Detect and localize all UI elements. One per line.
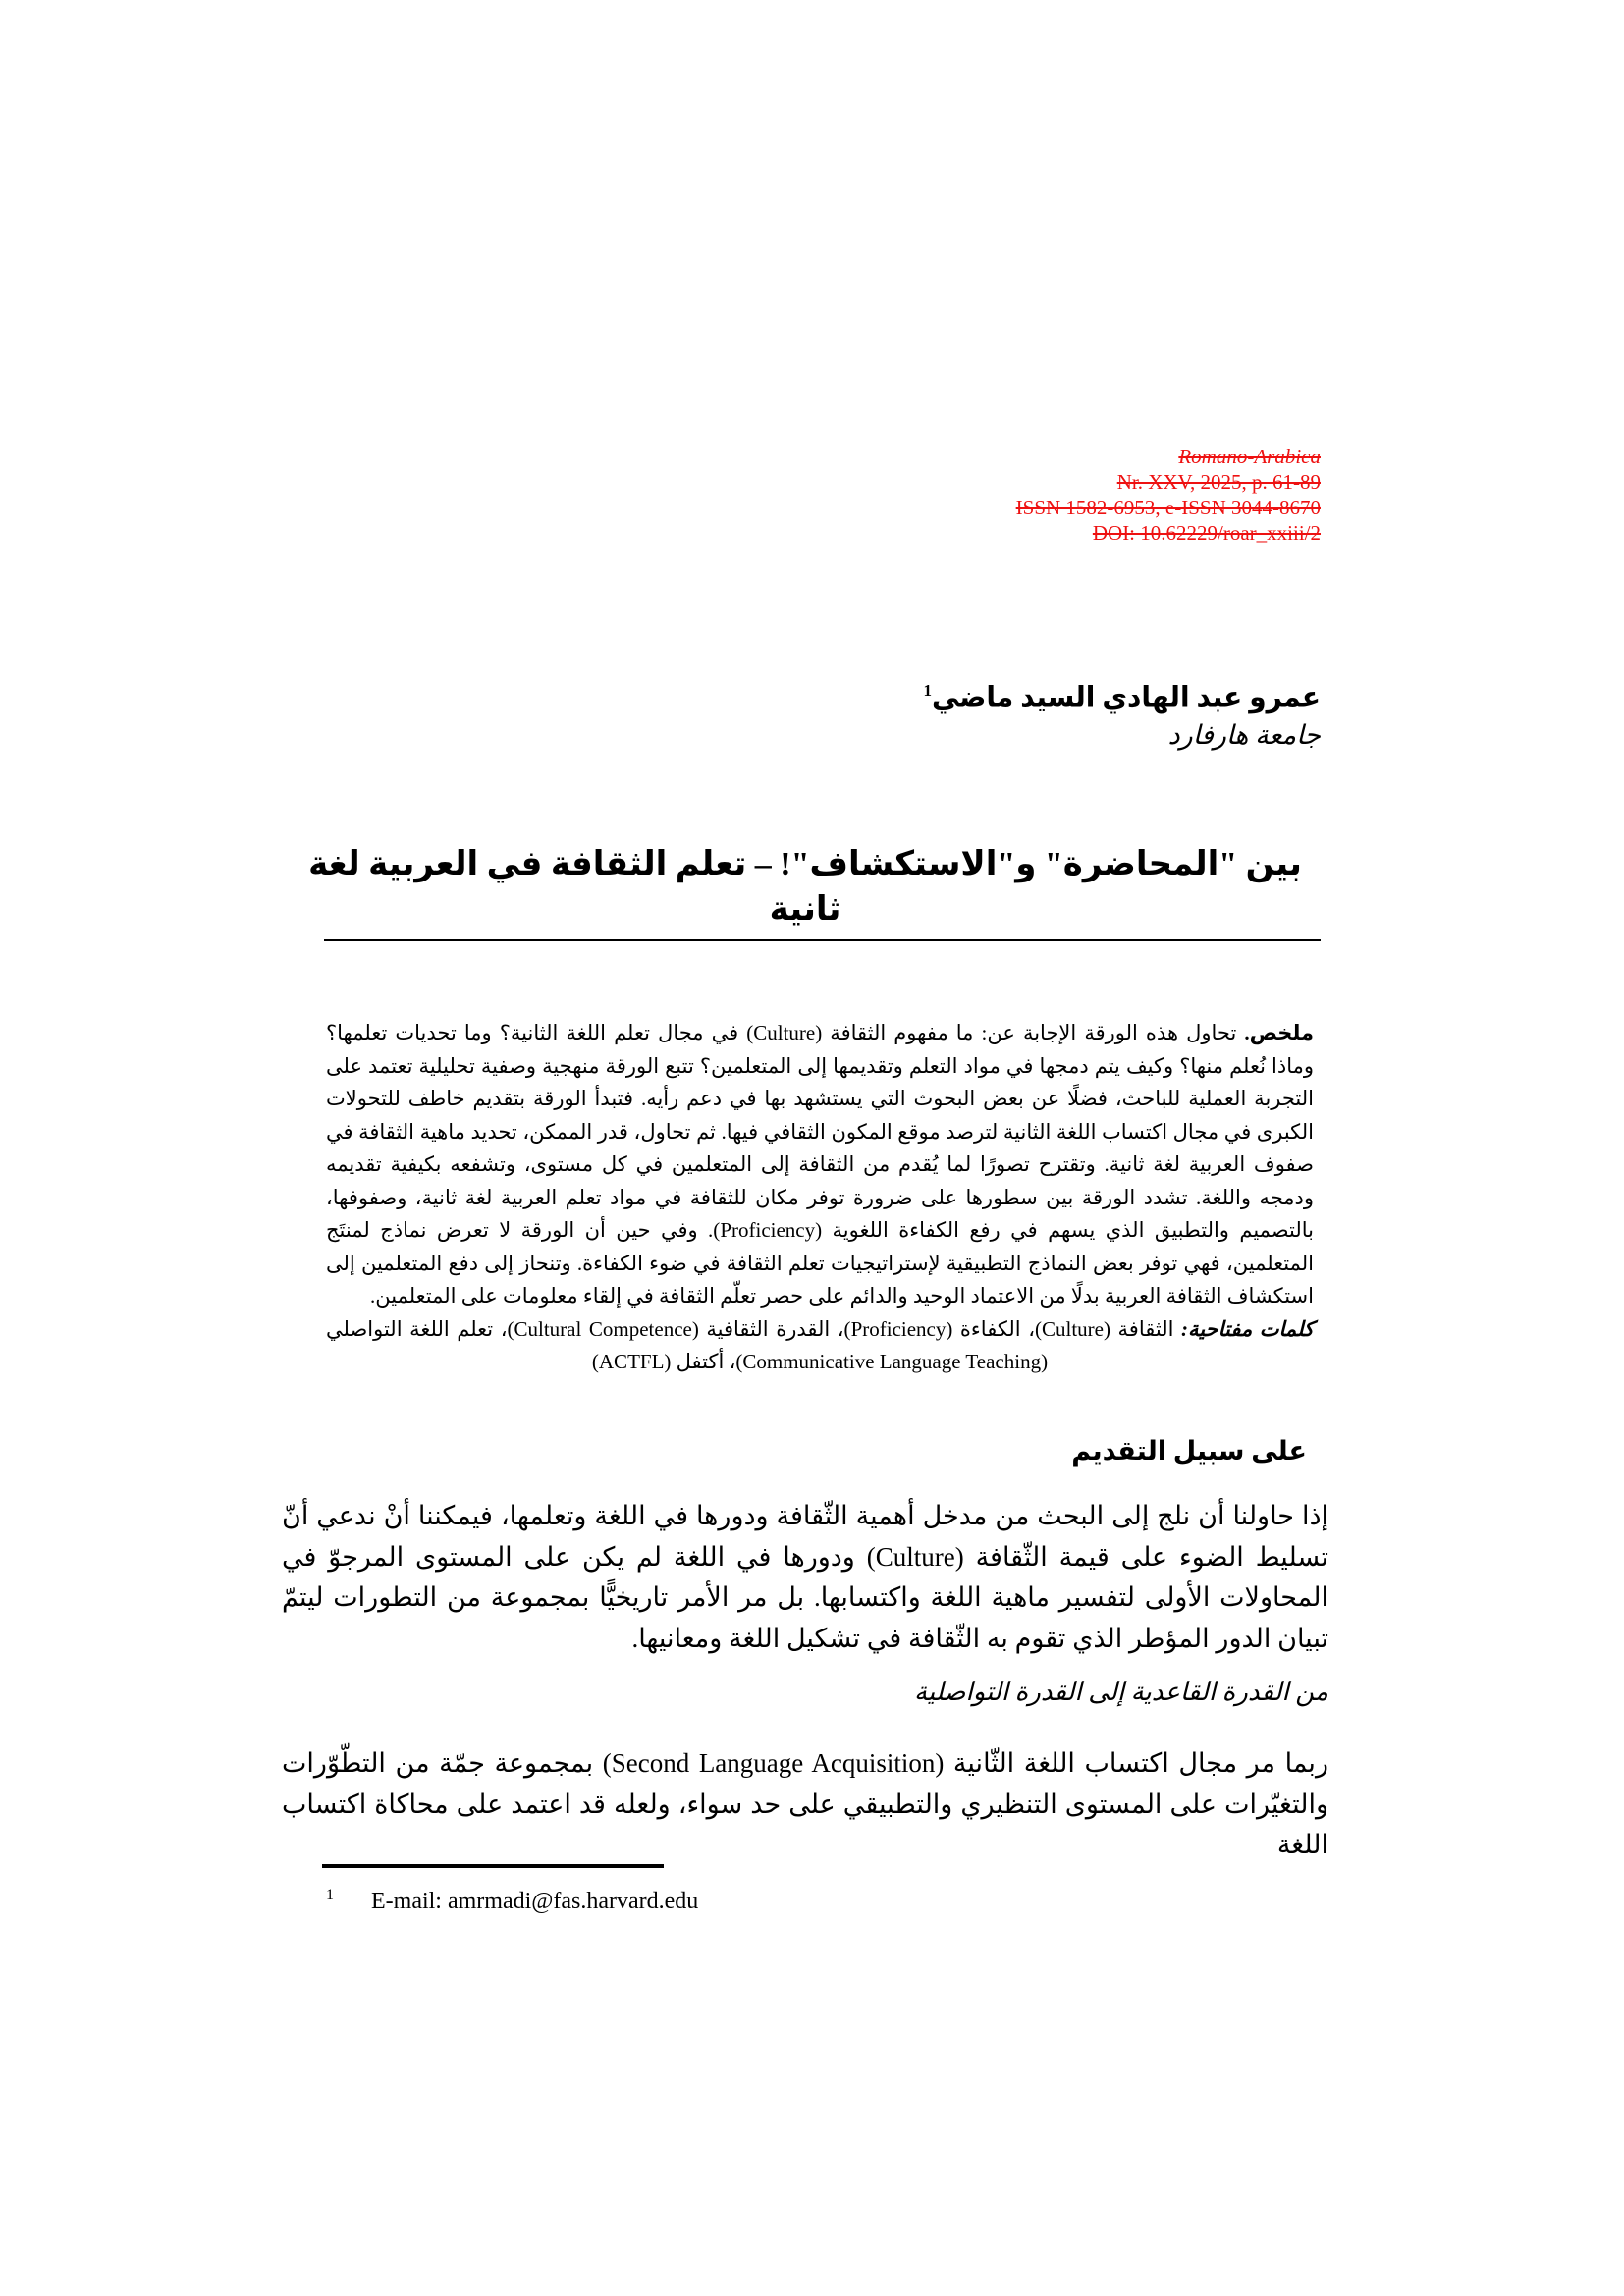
section-heading-introduction: على سبيل التقديم: [1071, 1436, 1307, 1466]
author-name: [923, 671, 1321, 718]
body-paragraph: ربما مر مجال اكتساب اللغة الثّانية (Second Language Acquisition) بمجموعة جمّة من التطّوّرات والتغيّرات على المستوى التنظيري والتطبيقي على حد سواء، ولعله قد اعتمد على محاكاة اكتساب اللغة: [282, 1748, 1328, 1859]
title-rule: [324, 939, 1321, 941]
author-affiliation: جامعة هارفارد: [1167, 721, 1321, 751]
keywords-label: كلمات مفتاحية:: [1181, 1316, 1315, 1341]
keywords-text: الثقافة (Culture)، الكفاءة (Proficiency)، القدرة الثقافية (Cultural Competence)، تعلم اللغة التواصلي (Communicative Language Teaching)، أكتفل (ACTFL): [326, 1316, 1174, 1373]
journal-doi: DOI: 10.62229/roar_xxiii/2: [1092, 521, 1321, 545]
footnote-separator-rule: [322, 1864, 664, 1868]
abstract: [326, 1017, 1314, 1313]
subsection-heading: من القدرة القاعدية إلى القدرة التواصلية: [914, 1678, 1328, 1706]
journal-header: [1016, 444, 1321, 546]
intro-paragraph: إذا حاولنا أن نلج إلى البحث من مدخل أهمية الثّقافة ودورها في اللغة وتعلمها، فيمكننا أنْ ندعي أنّ تسليط الضوء على قيمة الثّقافة (Culture) ودورها في اللغة لم يكن على المستوى المرجوّ في المحاولات الأولى لتفسير ماهية اللغة واكتسابها. بل مر الأمر تاريخيًّا بمجموعة من التطورات ليتمّ تبيان الدور المؤطر الذي تقوم به الثّقافة في تشكيل اللغة ومعانيها.: [282, 1501, 1328, 1653]
footnote-email: E-mail: amrmadi@fas.harvard.edu: [371, 1889, 699, 1914]
keywords: [326, 1313, 1314, 1379]
journal-issue-pages: Nr. XXV, 2025, p. 61-89: [1116, 470, 1321, 494]
author-name-text: عمرو عبد الهادي السيد ماضي: [931, 682, 1321, 714]
abstract-block: [326, 1017, 1314, 1379]
footnote-marker: 1: [326, 1887, 334, 1903]
journal-issn: ISSN 1582-6953, e-ISSN 3044-8670: [1015, 496, 1321, 519]
author-block: [923, 671, 1321, 753]
abstract-label: ملخص.: [1244, 1021, 1315, 1044]
abstract-text: تحاول هذه الورقة الإجابة عن: ما مفهوم الثقافة (Culture) في مجال تعلم اللغة الثانية؟ وما تحديات تعلمها؟ وماذا نُعلم منها؟ وكيف يتم دمجها في مواد التعلم وتقديمها إلى المتعلمين؟ تتبع الورقة منهجية وصفية تحليلية تعتمد على التجربة العملية للباحث، فضلًا عن بعض البحوث التي يستشهد بها في دعم رأيه. فتبدأ الورقة بتقديم خاطف للتحولات الكبرى في مجال اكتساب اللغة الثانية لترصد موقع المكون الثقافي فيها. ثم تحاول، قدر الممكن، تحديد ماهية الثقافة في صفوف العربية لغة ثانية. وتقترح تصورًا لما يُقدم من الثقافة إلى المتعلمين في كل مستوى، وتشفعه بكيفية تقديمه ودمجه واللغة. تشدد الورقة بين سطورها على ضرورة توفر مكان للثقافة في مواد تعلم العربية لغة ثانية، وصفوفها، بالتصميم والتطبيق الذي يسهم في رفع الكفاءة اللغوية (Proficiency). وفي حين أن الورقة لا تعرض نماذج لمنتَج المتعلمين، فهي توفر بعض النماذج التطبيقية لإستراتيجيات تعلم الثقافة في ضوء الكفاءة. وتنحاز إلى دفع المتعلمين إلى استكشاف الثقافة العربية بدلًا من الاعتماد الوحيد والدائم على حصر تعلّم الثقافة في إلقاء معلومات على المتعلمين.: [326, 1021, 1314, 1308]
author-footnote-ref: 1: [923, 681, 932, 700]
paper-title: بين "المحاضرة" و"الاستكشاف"! – تعلم الثقافة في العربية لغة ثانية: [308, 846, 1302, 928]
footnote: [326, 1879, 698, 1918]
journal-name: Romano-Arabica: [1178, 445, 1321, 468]
